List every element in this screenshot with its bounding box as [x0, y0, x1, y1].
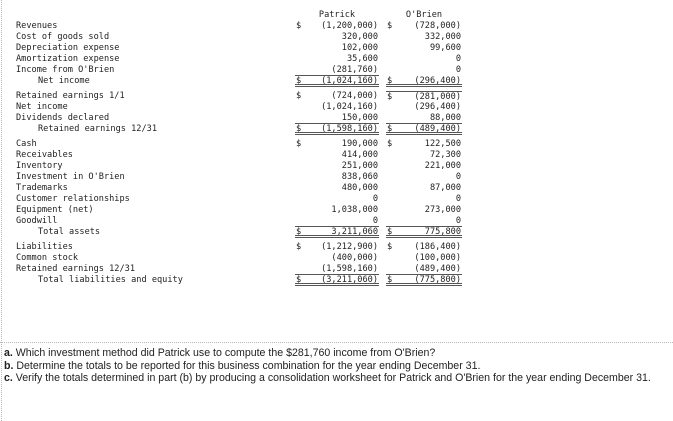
table-row — [16, 124, 462, 135]
currency-symbol: $ — [387, 227, 393, 237]
header-patrick: Patrick — [318, 10, 356, 20]
amount: 35,600 — [346, 54, 378, 64]
obrien-value-cell — [386, 91, 462, 102]
amount: 99,600 — [429, 43, 461, 53]
amount: 0 — [455, 216, 461, 226]
amount: 320,000 — [341, 32, 378, 42]
currency-symbol: $ — [296, 139, 302, 149]
amount: (489,400) — [414, 124, 461, 134]
patrick-value-cell — [295, 161, 379, 172]
patrick-value-cell — [295, 21, 379, 32]
table-row — [16, 21, 462, 32]
row-label: Retained earnings 12/31 — [16, 264, 135, 274]
obrien-value-cell — [386, 21, 462, 32]
patrick-value-cell — [295, 102, 379, 113]
table-row — [16, 172, 462, 183]
table-row — [16, 76, 462, 87]
amount: 87,000 — [429, 183, 461, 193]
amount: 0 — [455, 172, 461, 182]
patrick-value-cell — [295, 113, 379, 124]
table-row — [16, 264, 462, 275]
table-row — [16, 43, 462, 54]
currency-symbol: $ — [296, 21, 302, 31]
question-text: Determine the totals to be reported for this business combination for the year ending December 31. — [16, 359, 481, 372]
amount: 1,038,000 — [331, 205, 378, 215]
currency-symbol: $ — [387, 124, 393, 134]
amount: (3,211,060) — [321, 275, 378, 285]
row-label: Customer relationships — [16, 194, 130, 204]
question-item — [0, 347, 673, 360]
amount: (1,200,000) — [321, 21, 378, 31]
obrien-value-cell — [386, 54, 462, 65]
currency-symbol: $ — [387, 21, 393, 31]
row-label: Inventory — [16, 161, 63, 171]
patrick-value-cell — [295, 216, 379, 227]
obrien-value-cell — [386, 172, 462, 183]
question-list — [0, 342, 673, 385]
table-row — [16, 227, 462, 238]
obrien-value-cell — [386, 161, 462, 172]
table-row — [16, 242, 462, 253]
patrick-value-cell — [295, 242, 379, 253]
patrick-value-cell — [295, 227, 379, 238]
row-label: Depreciation expense — [16, 43, 120, 53]
table-row — [16, 91, 462, 102]
amount: 150,000 — [341, 113, 378, 123]
amount: 88,000 — [429, 113, 461, 123]
table-row — [16, 216, 462, 227]
amount: 122,500 — [424, 139, 461, 149]
currency-symbol: $ — [387, 139, 393, 149]
row-label: Dividends declared — [16, 113, 110, 123]
row-label: Common stock — [16, 253, 79, 263]
patrick-value-cell — [295, 91, 379, 102]
patrick-value-cell — [295, 65, 379, 76]
row-label: Investment in O'Brien — [16, 172, 125, 182]
row-label: Income from O'Brien — [16, 65, 115, 75]
amount: 72,300 — [429, 150, 461, 160]
obrien-value-cell — [386, 194, 462, 205]
amount: (1,024,160) — [321, 76, 378, 86]
patrick-value-cell — [295, 172, 379, 183]
amount: 221,000 — [424, 161, 461, 171]
amount: 0 — [455, 194, 461, 204]
patrick-value-cell — [295, 54, 379, 65]
table-row — [16, 253, 462, 264]
financial-statements-table — [16, 10, 462, 286]
obrien-value-cell — [386, 76, 462, 87]
currency-symbol: $ — [387, 76, 393, 86]
amount: 480,000 — [341, 183, 378, 193]
question-letter: c. — [4, 372, 13, 384]
patrick-value-cell — [295, 275, 379, 286]
row-label: Equipment (net) — [16, 205, 94, 215]
table-row — [16, 150, 462, 161]
obrien-value-cell — [386, 139, 462, 150]
currency-symbol: $ — [296, 124, 302, 134]
row-label: Trademarks — [16, 183, 68, 193]
amount: (724,000) — [331, 91, 378, 101]
amount: (728,000) — [414, 21, 461, 31]
currency-symbol: $ — [387, 92, 393, 102]
row-label: Total liabilities and equity — [38, 275, 183, 285]
obrien-value-cell — [386, 113, 462, 124]
table-body — [16, 21, 462, 286]
header-obrien: O'Brien — [405, 10, 443, 20]
patrick-value-cell — [295, 253, 379, 264]
obrien-value-cell — [386, 227, 462, 238]
amount: (281,000) — [414, 92, 461, 102]
amount: 0 — [455, 65, 461, 75]
amount: (489,400) — [414, 264, 461, 274]
patrick-value-cell — [295, 264, 379, 275]
obrien-value-cell — [386, 242, 462, 253]
amount: 3,211,060 — [331, 227, 378, 237]
table-row — [16, 32, 462, 43]
question-text: Which investment method did Patrick use to compute the $281,760 income from O'Brien? — [15, 347, 436, 359]
amount: (400,000) — [331, 253, 378, 263]
amount: 0 — [372, 216, 378, 226]
amount: (775,800) — [414, 275, 461, 285]
question-item — [0, 360, 673, 373]
amount: (296,400) — [414, 76, 461, 86]
amount: (186,400) — [414, 242, 461, 252]
obrien-value-cell — [386, 43, 462, 54]
row-label: Receivables — [16, 150, 73, 160]
row-label: Net income — [16, 102, 68, 112]
patrick-value-cell — [295, 194, 379, 205]
amount: 838,060 — [341, 172, 378, 182]
obrien-value-cell — [386, 264, 462, 275]
row-label: Net income — [38, 76, 90, 86]
amount: 0 — [455, 54, 461, 64]
amount: (1,598,160) — [321, 124, 378, 134]
table-row — [16, 205, 462, 216]
patrick-value-cell — [295, 43, 379, 54]
patrick-value-cell — [295, 139, 379, 150]
row-label: Amortization expense — [16, 54, 120, 64]
amount: 273,000 — [424, 205, 461, 215]
row-label: Goodwill — [16, 216, 58, 226]
row-label: Cash — [16, 139, 37, 149]
table-row — [16, 183, 462, 194]
row-label: Total assets — [38, 227, 101, 237]
row-label: Retained earnings 12/31 — [38, 124, 157, 134]
amount: 775,800 — [424, 227, 461, 237]
obrien-value-cell — [386, 183, 462, 194]
amount: (100,000) — [414, 253, 461, 263]
obrien-value-cell — [386, 102, 462, 113]
obrien-value-cell — [386, 150, 462, 161]
table-row — [16, 113, 462, 124]
currency-symbol: $ — [296, 275, 302, 285]
patrick-value-cell — [295, 183, 379, 194]
patrick-value-cell — [295, 205, 379, 216]
obrien-value-cell — [386, 205, 462, 216]
obrien-value-cell — [386, 216, 462, 227]
row-label: Cost of goods sold — [16, 32, 110, 42]
patrick-value-cell — [295, 76, 379, 87]
currency-symbol: $ — [387, 242, 393, 252]
table-header-row — [16, 10, 462, 21]
patrick-value-cell — [295, 124, 379, 135]
table-row — [16, 275, 462, 286]
amount: 332,000 — [424, 32, 461, 42]
table-row — [16, 194, 462, 205]
question-item — [0, 372, 673, 385]
row-label: Liabilities — [16, 242, 73, 252]
table-row — [16, 102, 462, 113]
question-letter: a. — [4, 347, 13, 359]
obrien-value-cell — [386, 124, 462, 135]
obrien-value-cell — [386, 65, 462, 76]
amount: 0 — [372, 194, 378, 204]
obrien-value-cell — [386, 253, 462, 264]
table-row — [16, 65, 462, 76]
amount: (1,212,900) — [321, 242, 378, 252]
currency-symbol: $ — [296, 242, 302, 252]
question-letter: b. — [4, 359, 14, 372]
amount: (281,760) — [331, 65, 378, 75]
currency-symbol: $ — [296, 76, 302, 86]
question-text: Verify the totals determined in part (b) by producing a consolidation worksheet for Patrick and O'Brien for the year ending December 31. — [15, 372, 651, 384]
amount: 102,000 — [341, 43, 378, 53]
amount: 414,000 — [341, 150, 378, 160]
currency-symbol: $ — [296, 91, 302, 101]
patrick-value-cell — [295, 32, 379, 43]
obrien-value-cell — [386, 32, 462, 43]
obrien-value-cell — [386, 275, 462, 286]
amount: 251,000 — [341, 161, 378, 171]
row-label: Revenues — [16, 21, 58, 31]
currency-symbol: $ — [387, 275, 393, 285]
amount: (296,400) — [414, 102, 461, 112]
table-row — [16, 139, 462, 150]
row-label: Retained earnings 1/1 — [16, 91, 125, 101]
amount: (1,598,160) — [321, 264, 378, 274]
table-row — [16, 54, 462, 65]
patrick-value-cell — [295, 150, 379, 161]
table-row — [16, 161, 462, 172]
amount: 190,000 — [341, 139, 378, 149]
amount: (1,024,160) — [321, 102, 378, 112]
currency-symbol: $ — [296, 227, 302, 237]
